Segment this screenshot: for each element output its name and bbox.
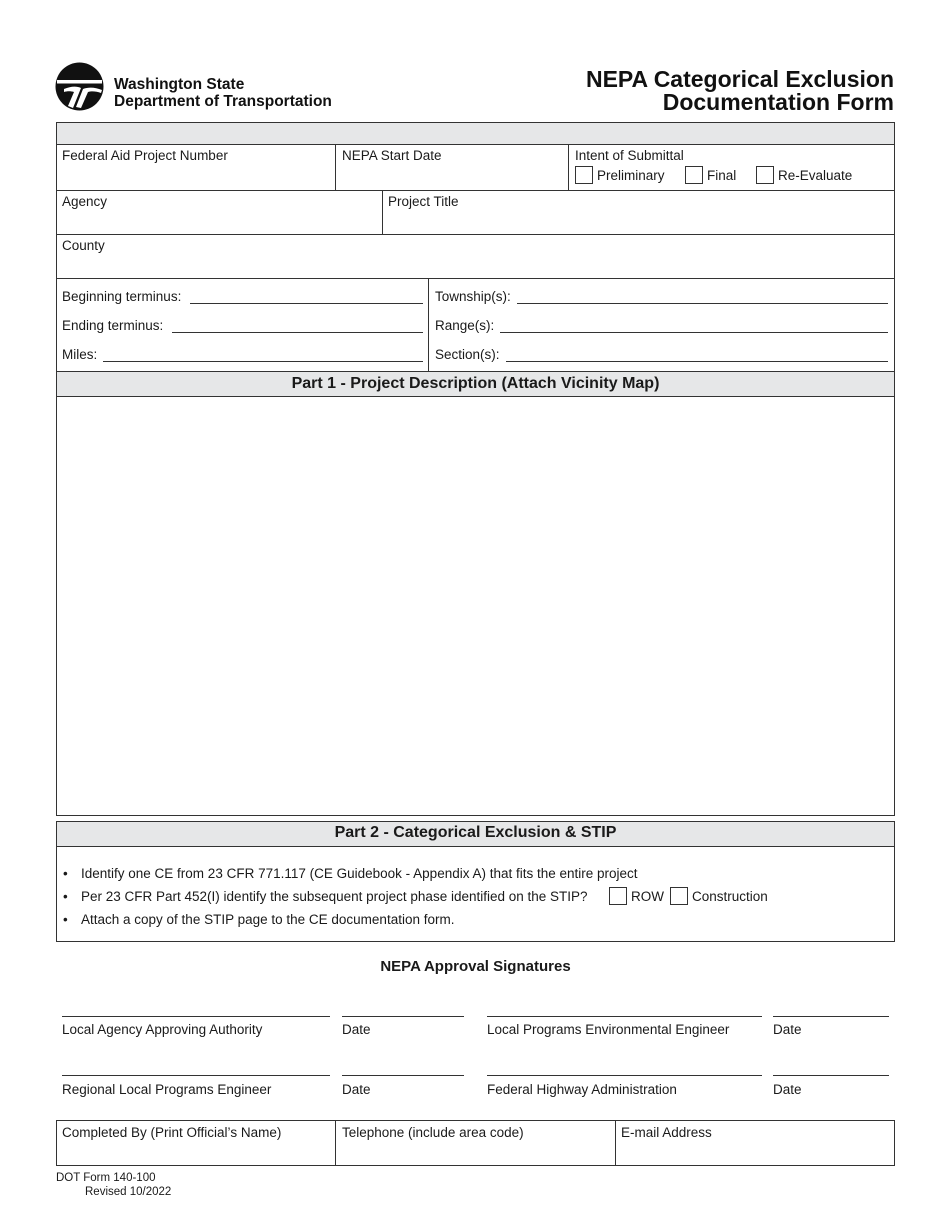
completed-by-field[interactable]: Completed By (Print Official’s Name) <box>62 1125 282 1140</box>
local-agency-signature-line[interactable] <box>62 1016 330 1017</box>
local-agency-date-line[interactable] <box>342 1016 464 1017</box>
fhwa-signature-line[interactable] <box>487 1075 762 1076</box>
date-label: Date <box>773 1022 802 1037</box>
local-agency-label: Local Agency Approving Authority <box>62 1022 263 1037</box>
org-name-line1: Washington State <box>114 76 245 93</box>
regional-engineer-label: Regional Local Programs Engineer <box>62 1082 272 1097</box>
ranges-input[interactable] <box>500 332 888 333</box>
construction-checkbox[interactable] <box>670 887 688 905</box>
county-field[interactable]: County <box>62 238 105 253</box>
final-label: Final <box>707 168 737 183</box>
form-number: DOT Form 140-100 <box>56 1172 156 1184</box>
re-evaluate-checkbox[interactable] <box>756 166 774 184</box>
divider <box>615 1120 616 1166</box>
bullet: • <box>63 889 68 904</box>
townships-label: Township(s): <box>435 289 511 304</box>
form-title-line1: NEPA Categorical Exclusion <box>585 66 894 92</box>
divider <box>568 144 569 190</box>
env-engineer-signature-line[interactable] <box>487 1016 762 1017</box>
row-label: ROW <box>631 889 664 904</box>
sections-label: Section(s): <box>435 347 500 362</box>
intent-of-submittal-label: Intent of Submittal <box>575 148 684 163</box>
part2-bullet-3: Attach a copy of the STIP page to the CE documentation form. <box>81 912 455 927</box>
sections-input[interactable] <box>506 361 888 362</box>
date-label: Date <box>773 1082 802 1097</box>
divider <box>56 190 895 191</box>
regional-engineer-date-line[interactable] <box>342 1075 464 1076</box>
bullet: • <box>63 912 68 927</box>
fhwa-date-line[interactable] <box>773 1075 889 1076</box>
form-title-line2: Documentation Form <box>662 89 894 115</box>
final-checkbox[interactable] <box>685 166 703 184</box>
email-field[interactable]: E-mail Address <box>621 1125 712 1140</box>
date-label: Date <box>342 1022 371 1037</box>
federal-aid-project-number-field[interactable]: Federal Aid Project Number <box>62 148 228 163</box>
beginning-terminus-input[interactable] <box>190 303 423 304</box>
ranges-label: Range(s): <box>435 318 495 333</box>
part2-bullet-1: Identify one CE from 23 CFR 771.117 (CE Guidebook - Appendix A) that fits the entire project <box>81 866 638 881</box>
bullet: • <box>63 866 68 881</box>
fhwa-label: Federal Highway Administration <box>487 1082 677 1097</box>
ending-terminus-input[interactable] <box>172 332 423 333</box>
revised-date: Revised 10/2022 <box>85 1186 172 1198</box>
ending-terminus-label: Ending terminus: <box>62 318 164 333</box>
top-shaded-bar <box>57 123 894 144</box>
beginning-terminus-label: Beginning terminus: <box>62 289 182 304</box>
divider <box>56 278 895 279</box>
part2-title: Part 2 - Categorical Exclusion & STIP <box>334 824 617 841</box>
divider <box>56 396 895 397</box>
telephone-field[interactable]: Telephone (include area code) <box>342 1125 524 1140</box>
signatures-title: NEPA Approval Signatures <box>380 958 571 975</box>
date-label: Date <box>342 1082 371 1097</box>
row-checkbox[interactable] <box>609 887 627 905</box>
env-engineer-date-line[interactable] <box>773 1016 889 1017</box>
org-name-line2: Department of Transportation <box>114 93 332 110</box>
regional-engineer-signature-line[interactable] <box>62 1075 330 1076</box>
divider <box>56 144 895 145</box>
townships-input[interactable] <box>517 303 888 304</box>
project-title-field[interactable]: Project Title <box>388 194 459 209</box>
preliminary-checkbox[interactable] <box>575 166 593 184</box>
part1-title: Part 1 - Project Description (Attach Vicinity Map) <box>291 375 660 392</box>
divider <box>335 144 336 190</box>
agency-field[interactable]: Agency <box>62 194 108 209</box>
nepa-start-date-field[interactable]: NEPA Start Date <box>342 148 442 163</box>
preliminary-label: Preliminary <box>597 168 665 183</box>
miles-input[interactable] <box>103 361 423 362</box>
part2-bullet-2: Per 23 CFR Part 452(I) identify the subsequent project phase identified on the STIP? <box>81 889 588 904</box>
project-description-textarea[interactable] <box>58 398 893 814</box>
divider <box>56 234 895 235</box>
divider <box>428 278 429 372</box>
wsdot-logo-icon <box>55 62 104 111</box>
env-engineer-label: Local Programs Environmental Engineer <box>487 1022 730 1037</box>
divider <box>56 846 895 847</box>
divider <box>382 190 383 234</box>
re-evaluate-label: Re-Evaluate <box>778 168 853 183</box>
divider <box>335 1120 336 1166</box>
miles-label: Miles: <box>62 347 98 362</box>
construction-label: Construction <box>692 889 768 904</box>
